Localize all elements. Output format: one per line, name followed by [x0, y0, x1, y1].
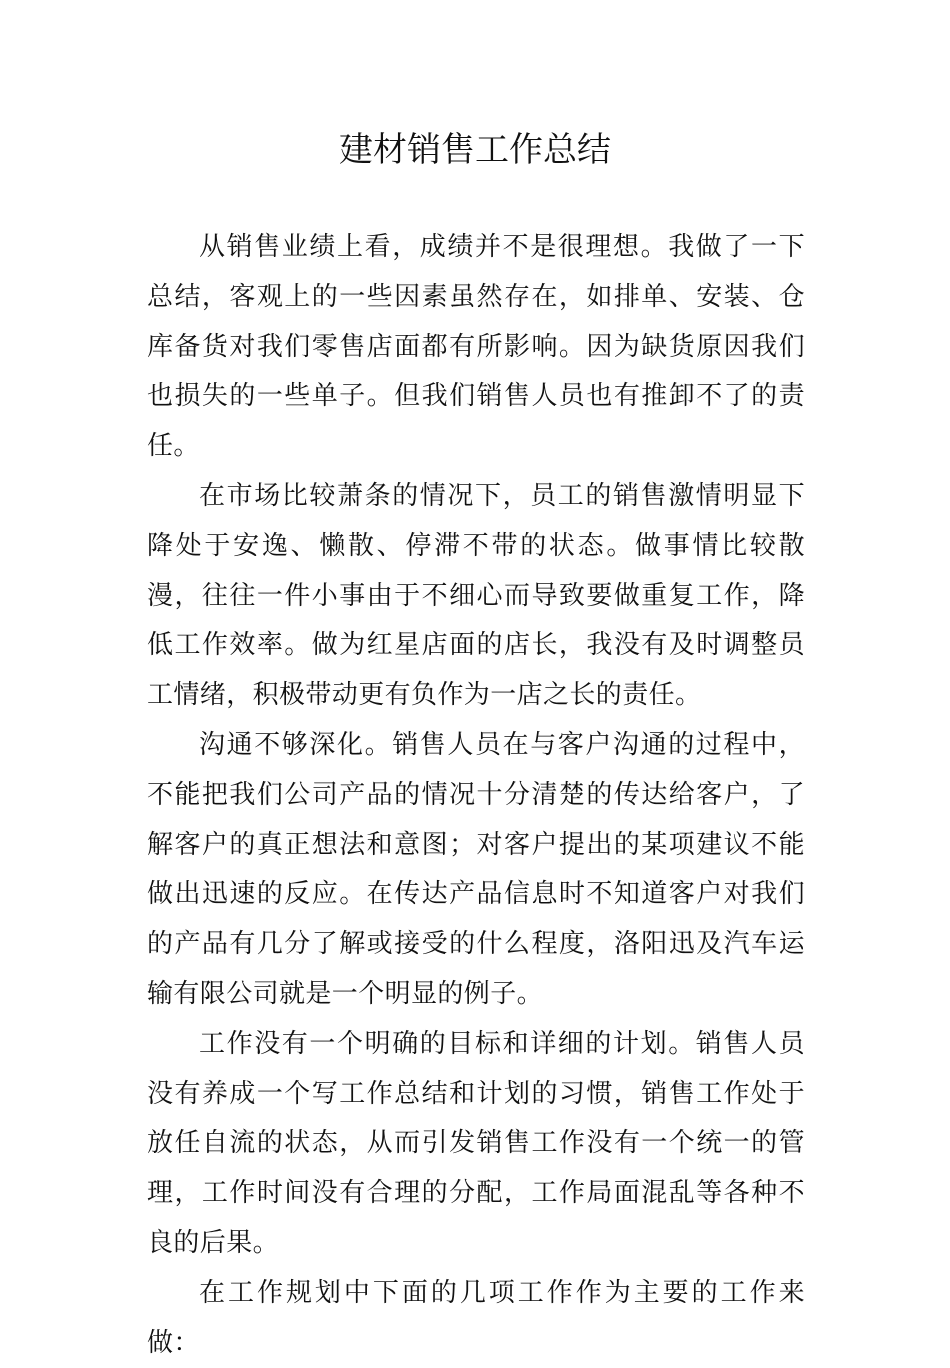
paragraph-communication: 沟通不够深化。销售人员在与客户沟通的过程中，不能把我们公司产品的情况十分清楚的传达给客户，了解客户的真正想法和意图；对客户提出的某项建议不能做出迅速的反应。在传达产品信息时不知道客户对我们的产品有几分了解或接受的什么程度，洛阳迅及汽车运输有限公司就是一个明显的例子。 — [147, 729, 805, 1009]
document-title: 建材销售工作总结 — [339, 130, 611, 170]
paragraph-sales-performance: 从销售业绩上看，成绩并不是很理想。我做了一下总结，客观上的一些因素虽然存在，如排单、安装、仓库备货对我们零售店面都有所影响。因为缺货原因我们也损失的一些单子。但我们销售人员也有推卸不了的责任。 — [147, 232, 805, 462]
paragraph-staff-motivation: 在市场比较萧条的情况下，员工的销售激情明显下降处于安逸、懒散、停滞不带的状态。做事情比较散漫，往往一件小事由于不细心而导致要做重复工作，降低工作效率。做为红星店面的店长，我没有及时调整员工情绪，积极带动更有负作为一店之长的责任。 — [147, 480, 805, 711]
paragraph-work-plan-intro: 在工作规划中下面的几项工作作为主要的工作来做： — [147, 1277, 805, 1358]
document-body — [147, 223, 805, 1368]
paragraph-planning: 工作没有一个明确的目标和详细的计划。销售人员没有养成一个写工作总结和计划的习惯，销售工作处于放任自流的状态，从而引发销售工作没有一个统一的管理，工作时间没有合理的分配，工作局面混乱等各种不良的后果。 — [147, 1028, 805, 1258]
